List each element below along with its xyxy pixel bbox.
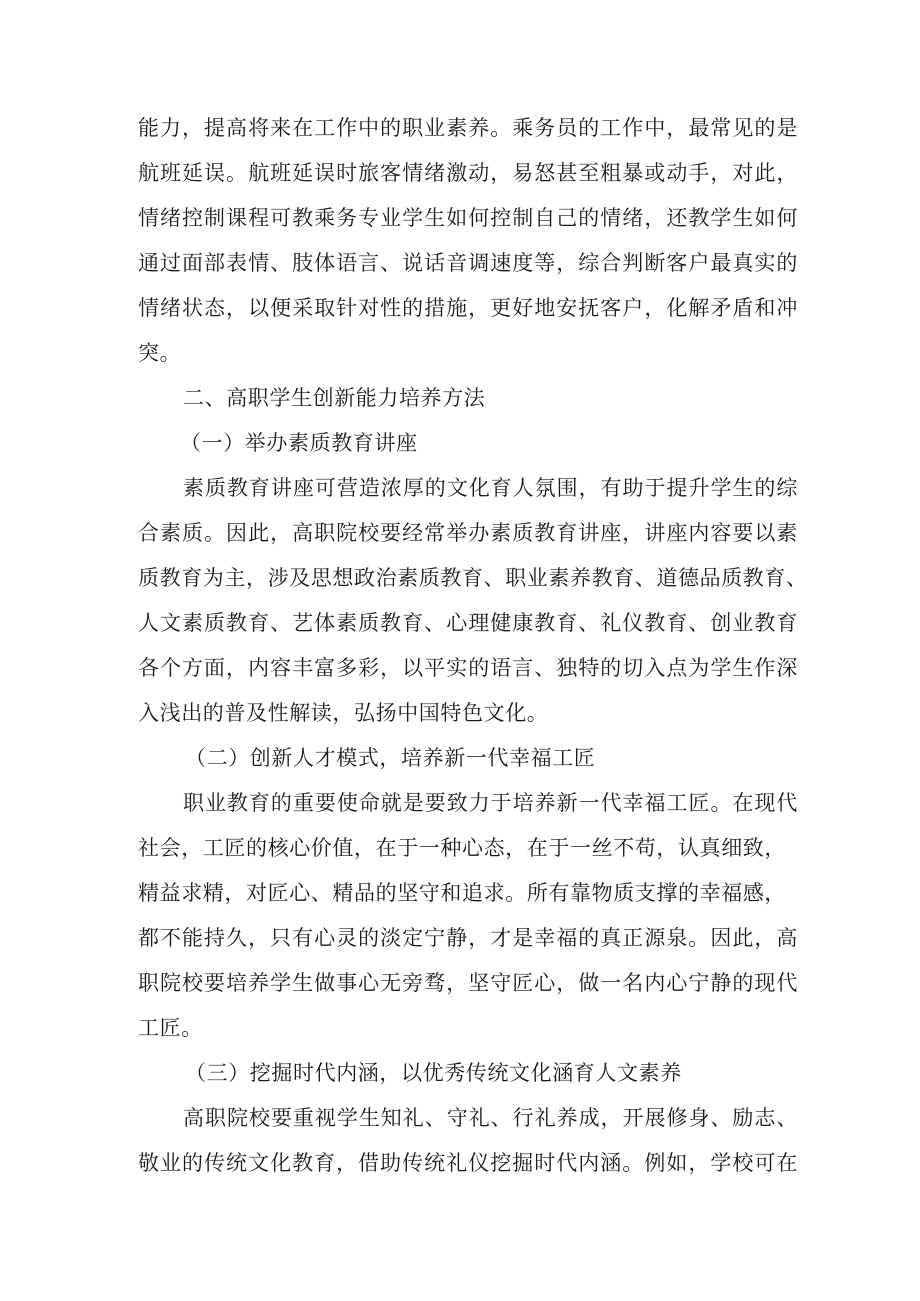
paragraph-2-line-1: 素质教育讲座可营造浓厚的文化育人氛围，有助于提升学生的综 [183, 476, 798, 500]
subheading-1: （一）举办素质教育讲座 [180, 431, 418, 455]
paragraph-3-line-6: 工匠。 [138, 1016, 203, 1040]
paragraph-3-line-1: 职业教育的重要使命就是要致力于培养新一代幸福工匠。在现代 [183, 791, 798, 815]
paragraph-4-line-2: 敬业的传统文化教育，借助传统礼仪挖掘时代内涵。例如，学校可在 [138, 1151, 798, 1175]
paragraph-2-line-3: 质教育为主，涉及思想政治素质教育、职业素养教育、道德品质教育、 [138, 566, 808, 590]
paragraph-2-line-6: 入浅出的普及性解读，弘扬中国特色文化。 [138, 701, 549, 725]
paragraph-1-line-4: 通过面部表情、肢体语言、说话音调速度等，综合判断客户最真实的 [138, 251, 798, 275]
paragraph-1-line-1: 能力，提高将来在工作中的职业素养。乘务员的工作中，最常见的是 [138, 116, 798, 140]
paragraph-1-line-2: 航班延误。航班延误时旅客情绪激动，易怒甚至粗暴或动手，对此， [138, 161, 798, 185]
paragraph-2-line-5: 各个方面，内容丰富多彩，以平实的语言、独特的切入点为学生作深 [138, 656, 798, 680]
subheading-2: （二）创新人才模式，培养新一代幸福工匠 [185, 746, 596, 770]
paragraph-3-line-3: 精益求精，对匠心、精品的坚守和追求。所有靠物质支撑的幸福感， [138, 881, 786, 905]
paragraph-3-line-4: 都不能持久，只有心灵的淡定宁静，才是幸福的真正源泉。因此，高 [138, 926, 798, 950]
paragraph-1-line-3: 情绪控制课程可教乘务专业学生如何控制自己的情绪，还教学生如何 [138, 206, 798, 230]
paragraph-4-line-1: 高职院校要重视学生知礼、守礼、行礼养成，开展修身、励志、 [183, 1106, 798, 1130]
subheading-3: （三）挖掘时代内涵，以优秀传统文化涵育人文素养 [185, 1061, 682, 1085]
paragraph-3-line-5: 职院校要培养学生做事心无旁骛，坚守匠心，做一名内心宁静的现代 [138, 971, 798, 995]
paragraph-1-line-5: 情绪状态，以便采取针对性的措施，更好地安抚客户，化解矛盾和冲 [138, 296, 798, 320]
section-heading-2: 二、高职学生创新能力培养方法 [183, 386, 486, 410]
paragraph-3-line-2: 社会，工匠的核心价值，在于一种心态，在于一丝不苟，认真细致， [138, 836, 786, 860]
paragraph-2-line-2: 合素质。因此，高职院校要经常举办素质教育讲座，讲座内容要以素 [138, 521, 798, 545]
paragraph-1-line-6: 突。 [138, 341, 182, 365]
paragraph-2-line-4: 人文素质教育、艺体素质教育、心理健康教育、礼仪教育、创业教育 [138, 611, 798, 635]
